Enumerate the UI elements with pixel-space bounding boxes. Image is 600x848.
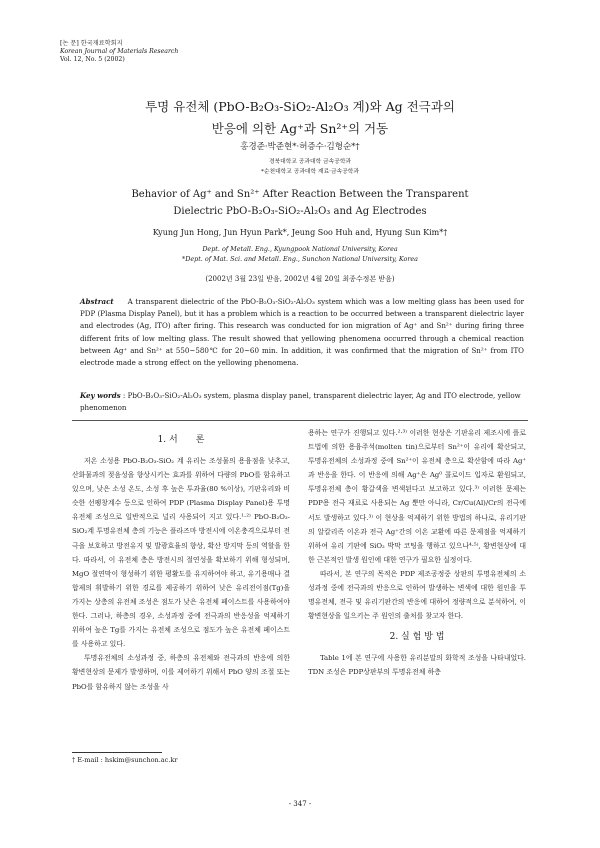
paragraph: Table 1에 본 연구에 사용한 유리분말의 화학적 조성을 나타내었다. TDN 조성은 PDP상판부의 투명유전체 하층 [308, 654, 526, 677]
paragraph: 따라서, 본 연구의 목적은 PDP 제조공정중 상판의 투명유전체의 소성과정 중에 전극과의 반응으로 인하여 발생하는 변색에 대한 원인을 투명유전체, 전극 및 유리기판간의 반응에 대하여 정량적으로 분석하여, 이 황변현상을 일으키는 주 원인의 출처를 찾고자 한다. [308, 569, 526, 621]
page-number: - 347 - [288, 800, 312, 808]
korean-affiliations [240, 157, 380, 177]
keywords [80, 390, 524, 414]
right-column [308, 426, 526, 680]
paragraph: 투명유전체의 소성과정 중, 하층의 유전체와 전극과의 반응에 의한 황변현상의 문제가 발생하며, 이를 제어하기 위해서 PbO 양의 조절 또는 PbO를 함유하지 않는 조성을 사 [72, 654, 290, 691]
english-title-line-2: Dielectric PbO-B₂O₃-SiO₂-Al₂O₃ and Ag Electrodes [173, 206, 427, 217]
english-authors: Kyung Jun Hong, Jun Hyun Park*, Jeung Soo Huh and, Hyung Sun Kim*† [152, 228, 448, 237]
korean-authors: 홍경준·박준현*·허증수·김형순*† [240, 142, 360, 152]
paragraph: 용하는 연구가 진행되고 있다.²·³⁾ 이러한 현상은 기판유리 제조시에 플로트법에 의한 용융주석(molten tin)으로부터 Sn²⁺이 유리에 확산되고, 투명유전체의 소성과정 중에 Sn²⁺이 유전체 층으로 확산함에 따라 Ag⁺과 반응을 한다. 이 반응에 의해 Ag⁺은 Ag⁰ 콜로이드 입자로 환원되고, 투명유전체 층이 황갈색을 변색된다고 보고하고 있다.³⁾ 이러한 문제는 PDP용 전극 재료로 사용되는 Ag 뿐만 아니라, Cr/Cu(Al)/Cr의 전극에서도 발생하고 있다.³⁾ 이 현상을 억제하기 위한 방법의 하나로, 유리기판의 알칼리족 이온과 전극 Ag⁺간의 이온 교환에 따른 문제점을 억제하기 위하여 유리 기판에 SiO₂ 박막 코팅을 행하고 있으나⁴·⁵⁾, 황변현상에 대한 근본적인 발생 원인에 대한 연구가 필요한 실정이다. [308, 429, 526, 564]
left-column [72, 426, 290, 694]
abstract [80, 296, 524, 369]
korean-title-line-2: 반응에 의한 Ag⁺과 Sn²⁺의 거동 [211, 121, 389, 136]
abstract-label: Abstract [80, 297, 114, 306]
keywords-label: Key words [80, 391, 121, 400]
english-title-line-1: Behavior of Ag⁺ and Sn²⁺ After Reaction Between the Transparent [131, 189, 469, 200]
korean-affiliation-1: 경북대학교 공과대학 금속공학과 [268, 159, 352, 165]
paragraph: 저온 소성용 PbO-B₂O₃-SiO₂ 계 유리는 조성물의 용융점을 낮추고, 산화물과의 젖음성을 향상시키는 효과를 위하여 다량의 PbO를 함유하고 있으며, 낮은 소성 온도, 소성 후 높은 투과율(80 %이상), 기판유리와 비슷한 선팽창계수 등으로 인하여 PDP (Plasma Display Panel)용 투명유전체 조성으로 일반적으로 널리 사용되어 지고 있다.¹·²⁾ PbO-B₂O₃-SiO₂계 투명유전체 층의 기능은 플라즈마 방전시에 이온충격으로부터 전극을 보호하고 방전유지 및 발광효율의 향상, 확산 방지막 등의 역할을 한다. 따라서, 이 유전체 층은 방전시의 절연성을 확보하기 위해 형성되며, MgO 절연막이 형성하기 위한 평활도를 유지하여야 하고, 유기용매나 결합제의 휘발하기 위한 경로를 제공하기 위하여 낮은 유리전이점(Tg)을 가지는 상층의 유전체 조성은 점도가 낮은 유전체 페이스트를 사용하여야 한다. 그러나, 하층의 경우, 소성과정 중에 전극과의 반응성을 억제하기 위하여 높은 Tg를 가지는 유전체 조성으로 점도가 높은 유전체 페이스트를 사용하고 있다. [72, 457, 290, 649]
footnote-email: † E-mail : hskim@sunchon.ac.kr [72, 756, 178, 764]
keywords-text: : PbO-B₂O₃-SiO₂-Al₂O₃ system, plasma display panel, transparent dielectric layer, Ag and ITO electrode, yellow phenomenon [80, 391, 521, 413]
journal-line-3: Vol. 12, No. 5 (2002) [60, 56, 125, 63]
korean-title-line-1: 투명 유전체 (PbO-B₂O₃-SiO₂-Al₂O₃ 계)와 Ag 전극과의 [145, 99, 455, 114]
journal-line-2: Korean Journal of Materials Research [60, 48, 179, 55]
english-affiliation-1: Dept. of Metall. Eng., Kyungpook National University, Korea [202, 245, 398, 253]
korean-affiliation-2: *순천대학교 공과대학 재료·금속공학과 [260, 169, 360, 175]
abstract-text: A transparent dielectric of the PbO-B₂O₃-SiO₂-Al₂O₃ system which was a low melting glass has been used for PDP (Plasma Display Panel), but it has a problem which is a reaction to be occurred between a transparent dielectric layer and electrodes (Ag, ITO) after firing. This research was conducted for ion migration of Ag⁺ and Sn²⁺ during firing three different frits of low melting glass. The result showed that yellowing phenomena occurred through a chemical reaction between Ag⁺ and Sn²⁺ at 550~580℃ for 20~60 min. In addition, it was confirmed that the migration of Sn²⁺ from ITO electrode made a strong effect on the yellowing phenomena. [80, 297, 524, 368]
section-heading-introduction: 1. 서 론 [157, 435, 205, 445]
english-affiliations [0, 244, 600, 264]
english-affiliation-2: *Dept. of Mat. Sci. and Metall. Eng., Sunchon National University, Korea [182, 255, 418, 263]
journal-header [60, 40, 178, 64]
english-title [0, 186, 600, 220]
journal-line-1: [논 문] 한국재료학회지 [60, 40, 123, 47]
received-dates: (2002년 3월 23일 받음, 2002년 4월 20일 최종수정본 받음) [205, 275, 395, 283]
footnote-divider [72, 752, 162, 753]
section-heading-methods: 2. 실 험 방 법 [389, 632, 445, 643]
section-divider [72, 420, 528, 421]
korean-title [0, 96, 600, 140]
